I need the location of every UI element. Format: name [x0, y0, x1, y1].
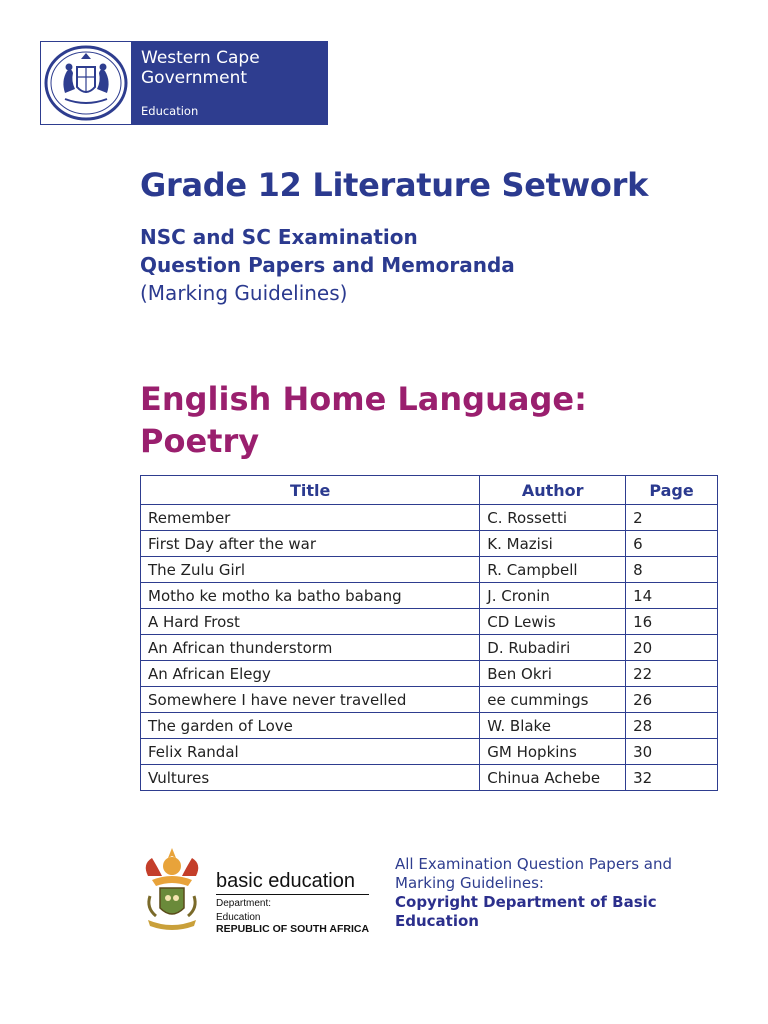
org-department: Education — [141, 104, 199, 118]
poem-title: A Hard Frost — [141, 609, 480, 635]
dbe-country: REPUBLIC OF SOUTH AFRICA — [216, 923, 370, 935]
poem-author: ee cummings — [480, 687, 626, 713]
dbe-logo-text — [216, 870, 369, 936]
poem-author: Ben Okri — [480, 661, 626, 687]
poem-author: W. Blake — [480, 713, 626, 739]
poem-author: CD Lewis — [480, 609, 626, 635]
copyright-line-2: Marking Guidelines: — [395, 874, 544, 892]
poems-table — [140, 475, 718, 791]
table-row — [141, 687, 718, 713]
poem-page: 2 — [626, 505, 718, 531]
poem-page: 22 — [626, 661, 718, 687]
dbe-department-label: Department: — [216, 898, 272, 909]
poem-title: Somewhere I have never travelled — [141, 687, 480, 713]
poem-page: 8 — [626, 557, 718, 583]
table-row — [141, 505, 718, 531]
section-title — [140, 378, 587, 462]
org-name-line2: Government — [141, 68, 248, 88]
poem-page: 20 — [626, 635, 718, 661]
dbe-logo — [138, 846, 369, 936]
poem-title: Vultures — [141, 765, 480, 791]
poem-author: R. Campbell — [480, 557, 626, 583]
table-row — [141, 609, 718, 635]
copyright-notice — [395, 855, 735, 931]
sa-coat-of-arms-icon — [138, 846, 206, 936]
poem-title: An African thunderstorm — [141, 635, 480, 661]
copyright-line-4: Education — [395, 912, 479, 930]
poem-author: K. Mazisi — [480, 531, 626, 557]
poem-author: Chinua Achebe — [480, 765, 626, 791]
poem-page: 14 — [626, 583, 718, 609]
header-page: Page — [626, 476, 718, 505]
poem-title: An African Elegy — [141, 661, 480, 687]
dbe-name: basic education — [216, 870, 369, 895]
copyright-line-1: All Examination Question Papers and — [395, 855, 673, 873]
wcg-logo — [40, 41, 328, 125]
table-row — [141, 583, 718, 609]
table-row — [141, 531, 718, 557]
table-row — [141, 765, 718, 791]
poem-title: Motho ke motho ka batho babang — [141, 583, 480, 609]
section-title-line-2: Poetry — [140, 422, 260, 460]
poem-author: J. Cronin — [480, 583, 626, 609]
poem-title: Remember — [141, 505, 480, 531]
wcg-coat-of-arms-icon — [41, 42, 131, 124]
poem-author: D. Rubadiri — [480, 635, 626, 661]
dbe-department-name: Education — [216, 912, 261, 923]
document-subtitle — [140, 223, 515, 307]
poem-page: 26 — [626, 687, 718, 713]
header-title: Title — [141, 476, 480, 505]
copyright-line-3: Copyright Department of Basic — [395, 893, 657, 911]
subtitle-line-3: (Marking Guidelines) — [140, 281, 348, 305]
poem-author: C. Rossetti — [480, 505, 626, 531]
poem-title: The garden of Love — [141, 713, 480, 739]
poem-page: 32 — [626, 765, 718, 791]
header-author: Author — [480, 476, 626, 505]
wcg-logo-text — [131, 42, 327, 124]
org-name-line1: Western Cape — [141, 48, 260, 68]
table-header-row — [141, 476, 718, 505]
poem-title: First Day after the war — [141, 531, 480, 557]
subtitle-line-1: NSC and SC Examination — [140, 225, 418, 249]
poem-author: GM Hopkins — [480, 739, 626, 765]
poem-page: 6 — [626, 531, 718, 557]
table-row — [141, 713, 718, 739]
table-row — [141, 635, 718, 661]
section-title-line-1: English Home Language: — [140, 380, 587, 418]
table-row — [141, 739, 718, 765]
table-row — [141, 661, 718, 687]
document-title: Grade 12 Literature Setwork — [140, 166, 649, 204]
poem-page: 30 — [626, 739, 718, 765]
poem-title: Felix Randal — [141, 739, 480, 765]
table-row — [141, 557, 718, 583]
poem-title: The Zulu Girl — [141, 557, 480, 583]
poem-page: 16 — [626, 609, 718, 635]
poem-page: 28 — [626, 713, 718, 739]
subtitle-line-2: Question Papers and Memoranda — [140, 253, 515, 277]
